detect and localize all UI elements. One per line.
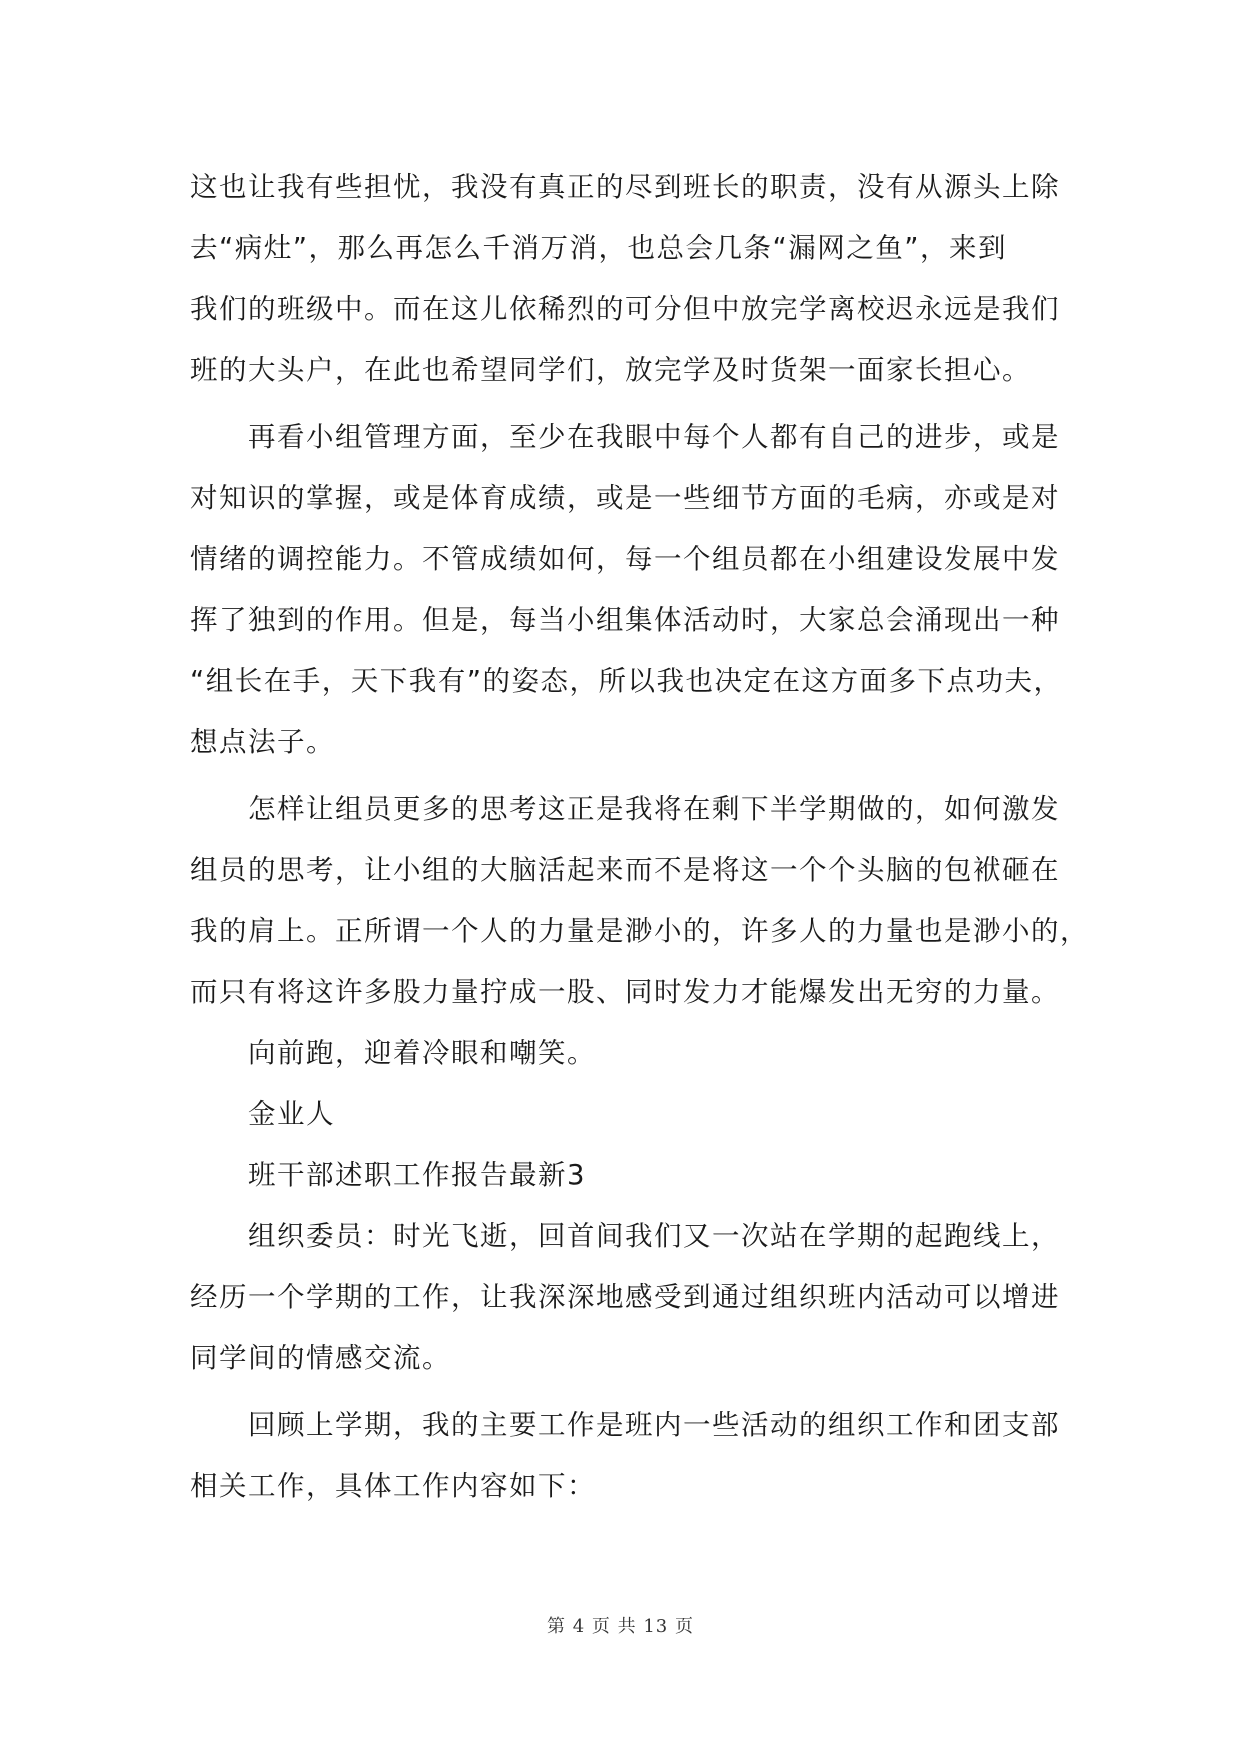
text-line: 想点法子。: [190, 726, 335, 758]
text-line: 向前跑，迎着冷眼和嘲笑。: [248, 1037, 596, 1069]
text-line: 经历一个学期的工作，让我深深地感受到通过组织班内活动可以增进: [190, 1281, 1060, 1313]
paragraph: [190, 1084, 1060, 1145]
paragraph: [190, 157, 1060, 401]
section-heading: [190, 1145, 1060, 1206]
paragraph: [190, 1023, 1060, 1084]
text-line: 而只有将这许多股力量拧成一股、同时发力才能爆发出无穷的力量。: [190, 976, 1060, 1008]
paragraph: [190, 1206, 1060, 1389]
text-line: 再看小组管理方面，至少在我眼中每个人都有自己的进步，或是: [248, 421, 1060, 453]
text-line: 这也让我有些担忧，我没有真正的尽到班长的职责，没有从源头上除: [190, 171, 1060, 203]
text-line: 班干部述职工作报告最新3: [248, 1159, 586, 1191]
text-line: 去“病灶”，那么再怎么千消万消，也总会几条“漏网之鱼”，来到: [190, 232, 1007, 264]
paragraph: [190, 779, 1089, 1023]
text-line: 怎样让组员更多的思考这正是我将在剩下半学期做的，如何激发: [248, 793, 1060, 825]
text-line: 回顾上学期，我的主要工作是班内一些活动的组织工作和团支部: [248, 1409, 1060, 1441]
text-line: 组员的思考，让小组的大脑活起来而不是将这一个个头脑的包袱砸在: [190, 854, 1060, 886]
text-line: 对知识的掌握，或是体育成绩，或是一些细节方面的毛病，亦或是对: [190, 482, 1060, 514]
text-line: 班的大头户，在此也希望同学们，放完学及时货架一面家长担心。: [190, 354, 1031, 386]
text-line: 组织委员：时光飞逝，回首间我们又一次站在学期的起跑线上，: [248, 1220, 1060, 1252]
text-line: 我们的班级中。而在这儿依稀烈的可分但中放完学离校迟永远是我们: [190, 293, 1060, 325]
paragraph: [190, 1395, 1060, 1517]
paragraph: [190, 407, 1063, 773]
text-line: 相关工作，具体工作内容如下：: [190, 1470, 596, 1502]
text-line: 金业人: [248, 1098, 335, 1130]
text-line: 同学间的情感交流。: [190, 1342, 451, 1374]
text-line: 情绪的调控能力。不管成绩如何，每一个组员都在小组建设发展中发: [190, 543, 1060, 575]
page-number-footer: 第 4 页 共 13 页: [547, 1616, 694, 1637]
document-body: [190, 157, 1089, 1517]
text-line: 挥了独到的作用。但是，每当小组集体活动时，大家总会涌现出一种: [190, 604, 1060, 636]
text-line: 我的肩上。正所谓一个人的力量是渺小的，许多人的力量也是渺小的，: [190, 915, 1089, 947]
text-line: “组长在手，天下我有”的姿态，所以我也决定在这方面多下点功夫，: [190, 665, 1063, 697]
